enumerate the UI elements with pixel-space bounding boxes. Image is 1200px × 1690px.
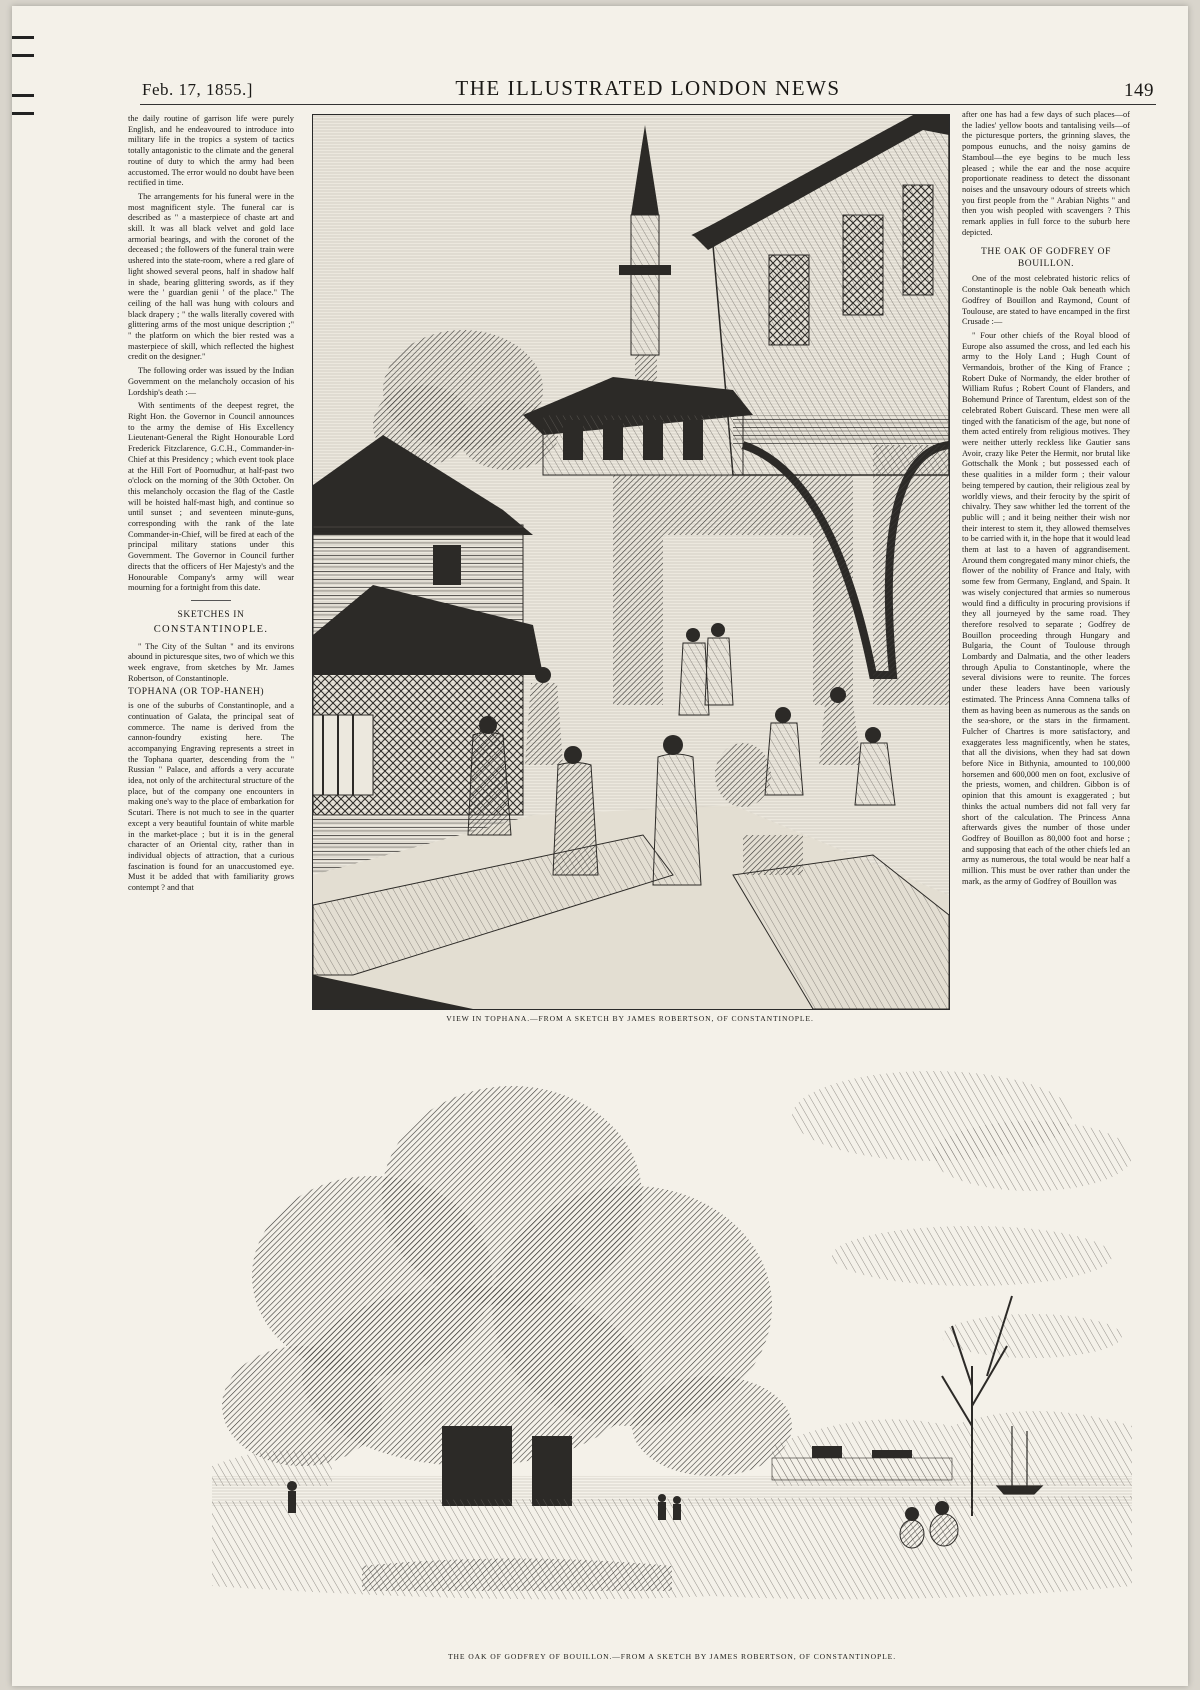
tophana-engraving [312,114,950,1010]
binding-mark [12,112,34,115]
binding-mark [12,36,34,39]
figure [673,1496,681,1520]
oak-heading: THE OAK OF GODFREY OF BOUILLON. [981,247,1111,270]
tophana-caption: VIEW IN TOPHANA.—FROM A SKETCH BY JAMES ROBERTSON, OF CONSTANTINOPLE. [446,1014,814,1023]
newspaper-page [12,6,1188,1686]
issue-date: Feb. 17, 1855.] [142,80,253,99]
left-para-4: With sentiments of the deepest regret, the Right Hon. the Governor in Council announces to the army the demise of His Excellency Lieutenant-General the Right Honourable Lord Frederick Fitzclarence, G.C.H., Commander-in-Chief at this Presidency ; which event took place at the Hill Fort of Poornudhur, at half-past two o'clock on the morning of the 30th October. On this melancholy occasion the flag of the Castle will be hoisted half-mast high, and continue so until sunset ; and seventeen minute-guns, corresponding with the rank of the late Commander-in-Chief, will be fired at each of the principal military stations under this Government. The Governor in Council further directs that the officers of Her Majesty's and the Honourable Company's army will wear mourning for a fortnight from this date. [128,401,294,593]
oak-tree [222,1086,792,1506]
archway [613,475,853,705]
oak-engraving [212,1046,1132,1646]
figure [553,746,598,875]
binding-mark [12,54,34,57]
section-heading-small: SKETCHES IN [177,609,245,620]
left-para-2: The arrangements for his funeral were in the most magnificent style. The funeral car is described as " a masterpiece of chaste art and skill. It was all black velvet and gold lace armorial bearings, and with the coronet of the deceased ; the followers of the funeral train were ushered into the state-room, where a red glare of light showed several peons, half in shadow half in shade, bearing glittering swords, as if they were the ' guardian genii ' of the place." The ceiling of the hall was hung with colours and black drapery ; " the walls literally covered with glittering arms of the most unique description ;" " the platform on which the bier rested was a masterpiece of skill, which reflected the highest credit on the designer." [128,191,294,362]
figure [658,1494,666,1520]
page-number: 149 [1124,80,1154,101]
masthead: THE ILLUSTRATED LONDON NEWS [455,76,841,100]
section-heading-large: CONSTANTINOPLE. [153,623,269,635]
section-rule [191,600,231,601]
page-header [140,76,1156,105]
left-column [128,114,294,1036]
figure [715,743,771,807]
left-para-3: The following order was issued by the Indian Government on the melancholy occasion of his Lordship's death :— [128,366,294,397]
right-column [962,110,1130,1036]
ground [212,1496,1132,1599]
left-para-1: the daily routine of garrison life were purely English, and he endeavoured to introduce into military life in the tropics a system of tactics totally antagonistic to the climate and the general routine of duty to which the army had been accustomed. The error would no doubt have been rectified in time. [128,114,294,188]
right-para-2: One of the most celebrated historic relics of Constantinople is the noble Oak beneath which Godfrey of Bouillon and Raymond, Count of Toulouse, are stated to have encamped in the first Crusade :— [962,274,1130,327]
oak-caption: THE OAK OF GODFREY OF BOUILLON.—FROM A SKETCH BY JAMES ROBERTSON, OF CONSTANTINOPLE. [448,1652,896,1661]
right-para-3: " Four other chiefs of the Royal blood of Europe also assumed the cross, and led each his army to the Holy Land ; Hugh Count of Vermandois, brother of the King of France ; Robert Duke of Normandy, the elder brother of William Rufus ; Robert Count of Flanders, and Bohemund Prince of Tarentum, eldest son of the celebrated Robert Guiscard. These men were all tinged with the fanaticism of the age, but none of them acted entirely from religious motives. They were neither utterly reckless like Gautier sans Avoir, crazy like Peter the Hermit, nor brutal like Gottschalk the Monk ; but possessed each of these qualities in a milder form ; their valour being tempered by caution, their religious zeal by worldly views, and their ferocity by the spirit of chivalry. They saw whither led the torrent of the public will ; and it being neither their wish nor their interest to stem it, they allowed themselves to be carried with it, in the hope that it would lead them at last to a haven of aggrandisement. Around them congregated many minor chiefs, the flower of the nobility of France and Italy, with some few from Germany, England, and Spain. It was wisely conjectured that armies so numerous would find a difficulty in procuring provisions if they all journeyed by the same road. They therefore resolved to separate ; Godfrey de Bouillon proceeding through Hungary and Bulgaria, the Count of Toulouse through Lombardy and Dalmatia, and the other leaders through Apulia to Constantinople, where the several divisions were to reunite. The forces under these leaders have been variously estimated. The Princess Anna Comnena talks of them as having been as numerous as the sands on the sea-shore, or the stars in the firmament. Fulcher of Chartres is more satisfactory, and exaggerates less magnificently, when he states, that all the divisions, when they had sat down before Nice in Bithynia, amounted to 100,000 horsemen and 600,000 men on foot, exclusive of the priests, women, and children. Gibbon is of opinion that this amount is exaggerated ; but thinks the actual numbers did not fall very far short of the calculation. The Princess Anna afterwards gives the number of those under Godfrey of Bouillon as 80,000 foot and horse ; and supposing that each of the other chiefs led an army as numerous, the total would be near half a million. This must be over rather than under the mark, as the army of Godfrey of Bouillon was [962,330,1130,886]
runin-heading: TOPHANA (OR TOP-HANEH) [128,687,265,698]
left-para-6: is one of the suburbs of Constantinople, and a continuation of Galata, the principal seat of commerce. The name is derived from the cannon-foundry existing here. The accompanying Engraving represents a street in the Tophana quarter, descending from the " Russian " Palace, and affords a very accurate idea, not only of the architectural structure of the place, but of the company one encounters in making one's way to the place of embarkation for Scutari. There is not much to see in the quarter except a very beautiful fountain of white marble in the market-place ; but it is in the general character of an Oriental city, rather than in individual objects of attraction, that a curious fascination is found for an unaccustomed eye. Must it be added that with familiarity grows contempt ? and that [128,701,294,893]
figure [287,1481,297,1513]
left-para-5: " The City of the Sultan " and its environs abound in picturesque sites, two of which we this week engrave, from sketches by Mr. James Robertson, of Constantinople. [128,641,294,683]
tophana-scene [313,115,949,1009]
clouds [792,1071,1132,1358]
right-para-1: after one has had a few days of such places—of the ladies' yellow boots and tantalising veils—of the picturesque porters, the grinning slaves, the pompous eunuchs, and the noisy gamins de Stamboul—the eye begins to be much less pleased ; while the ear and the nose acquire proportionate readiness to detect the dissonant noises and the unsavoury odours of streets which you first people from the " Arabian Nights " and then you wish peopled with scavengers ? This remark applies in full force to the suburb here depicted. [962,110,1130,237]
left-para-6-heading [128,687,294,698]
oak-scene [212,1046,1132,1646]
binding-mark [12,94,34,97]
